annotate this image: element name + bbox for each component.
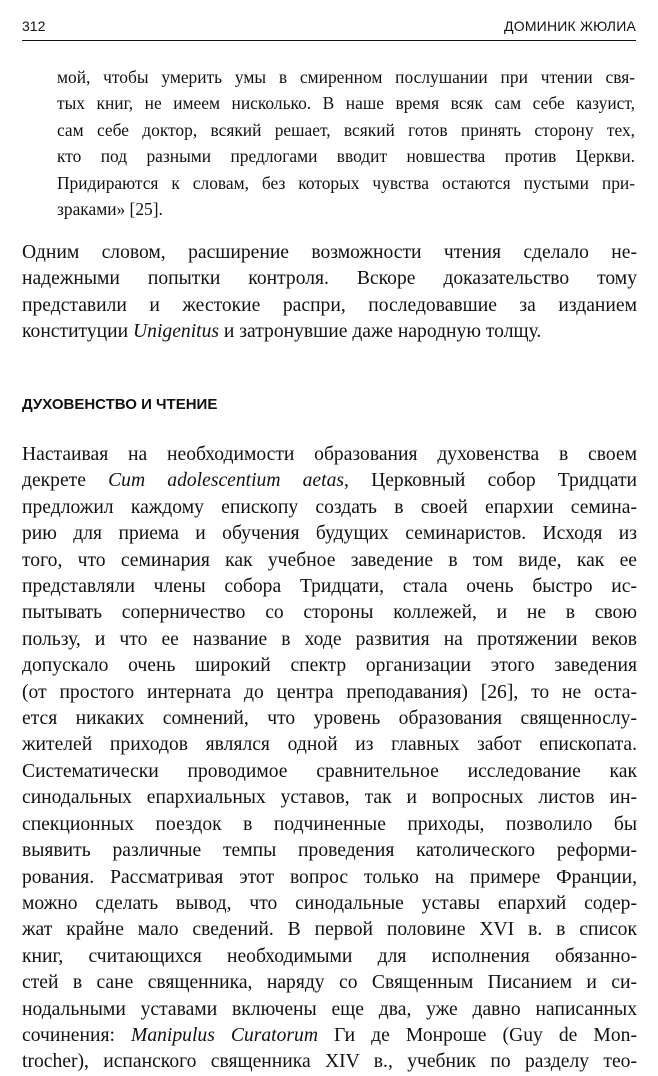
- text-line: Одним словом, расширение возможности чтения сделало не-: [22, 242, 637, 263]
- text-line: рию для приема и обучения будущих семинаристов. Исходя из: [22, 523, 637, 545]
- text-line: нодальными уставами включены еще два, уже давно написанных: [22, 998, 637, 1020]
- italic-title: Manipulus Curatorum: [131, 1024, 318, 1046]
- page-header: [22, 18, 636, 41]
- section-heading: ДУХОВЕНСТВО И ЧТЕНИЕ: [22, 396, 218, 413]
- text-line: синодальных епархиальных уставов, так и вопросных листов ин-: [22, 787, 637, 809]
- text-line: Настаивая на необходимости образования духовенства в своем: [22, 444, 637, 465]
- quote-line: мой, чтобы умерить умы в смиренном послушании при чтении свя-: [57, 67, 635, 87]
- text-run: сочинения:: [22, 1024, 131, 1046]
- paragraph-clergy-education: [22, 442, 637, 1076]
- text-line: [22, 319, 637, 345]
- text-run: и затронувшие даже народную толщу.: [219, 321, 542, 343]
- text-line: выявить различные темпы проведения католического реформи-: [22, 840, 637, 862]
- text-line: можно сделать вывод, что синодальные уставы епархий содер-: [22, 892, 637, 914]
- text-line: жителей приходов являлся одной из главных забот епископата.: [22, 734, 637, 756]
- quote-line: тых книг, не имеем нисколько. В наше время всяк сам себе казуист,: [57, 93, 635, 114]
- quote-line: зраками» [25].: [57, 199, 163, 220]
- text-line: предложил каждому епископу создать в своей епархии семина-: [22, 496, 637, 518]
- text-line: рования. Рассматривая этот вопрос только на примере Франции,: [22, 866, 637, 888]
- page-number: 312: [22, 18, 46, 34]
- text-line: пытывать соперничество со стороны коллежей, и не в свою: [22, 602, 637, 624]
- text-line: представляли члены собора Тридцати, стала очень быстро ис-: [22, 576, 637, 598]
- text-line: ется никаких сомнений, что уровень образования священнослу-: [22, 708, 637, 730]
- text-line: стей в сане священника, наряду со Священным Писанием и си-: [22, 972, 637, 994]
- quote-line: Придираются к словам, без которых чувства остаются пустыми при-: [57, 172, 635, 193]
- text-run: , Церковный собор Тридцати: [344, 470, 637, 492]
- text-line: пользу, и что ее название в ходе развития на протяжении веков: [22, 628, 637, 650]
- text-line: представили и жестокие распри, последовавшие за изданием: [22, 294, 637, 316]
- text-line: того, что семинария как учебное заведение в том виде, как ее: [22, 549, 637, 571]
- text-run: конституции: [22, 321, 134, 343]
- block-quote: [57, 64, 635, 222]
- text-line: Систематически проводимое сравнительное исследование как: [22, 760, 637, 782]
- italic-title: Unigenitus: [133, 321, 220, 343]
- text-line: (от простого интерната до центра преподавания) [26], то не оста-: [22, 681, 637, 703]
- text-run: декрете: [22, 470, 109, 492]
- text-line: допускало очень широкий спектр организации этого заведения: [22, 655, 637, 677]
- text-line: книг, считающихся необходимыми для исполнения обязанно-: [22, 945, 637, 967]
- italic-title: Cum adolescentium aetas: [108, 470, 344, 492]
- quote-line: сам себе доктор, всякий решает, всякий готов принять сторону тех,: [57, 119, 635, 140]
- text-line: trocher), испанского священника XIV в., учебник по разделу тео-: [22, 1051, 637, 1073]
- text-run: Ги де Монроше (Guy de Mon-: [317, 1024, 637, 1046]
- text-line: жат крайне мало сведений. В первой половине XVI в. в список: [22, 919, 637, 941]
- text-line: спекционных поездок в подчиненные приходы, позволило бы: [22, 813, 637, 835]
- text-line: [22, 468, 637, 494]
- text-line: надежными попытки контроля. Вскоре доказательство тому: [22, 268, 637, 290]
- text-line: [22, 1023, 637, 1049]
- paragraph-reading-control: [22, 240, 637, 346]
- running-head: ДОМИНИК ЖЮЛИА: [504, 18, 636, 34]
- quote-line: кто под разными предлогами вводит новшества против Церкви.: [57, 146, 635, 167]
